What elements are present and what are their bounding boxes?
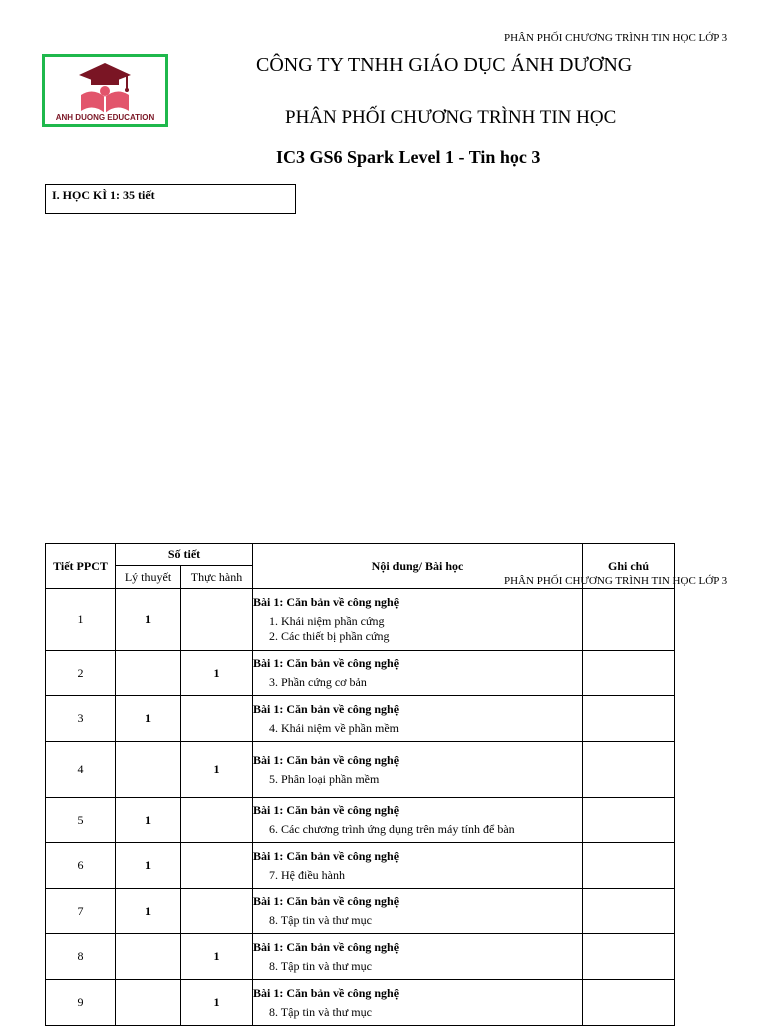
lesson-title: Bài 1: Căn bản về công nghệ [253,894,400,908]
lesson-title: Bài 1: Căn bản về công nghệ [253,656,400,670]
lesson-title: Bài 1: Căn bản về công nghệ [253,848,400,863]
logo-text: ANH DUONG EDUCATION [55,113,155,122]
period-cell: 7 [46,889,116,934]
lesson-item: 7. Hệ điều hành [269,867,345,882]
practice-cell: 1 [181,651,253,696]
table-row [46,798,675,843]
content-cell [253,798,583,843]
lesson-item: 2. Các thiết bị phần cứng [269,629,390,643]
table-row [46,589,675,651]
note-cell [583,589,675,651]
lesson-item: 8. Tập tin và thư mục [269,913,372,927]
lesson-items [253,675,582,690]
lesson-title: Bài 1: Căn bản về công nghệ [253,752,400,767]
period-cell: 6 [46,843,116,889]
note-cell [583,934,675,980]
period-cell: 9 [46,980,116,1026]
practice-cell [181,843,253,889]
lesson-items [253,772,582,787]
graduation-cap-book-icon [75,61,135,117]
running-header: PHÂN PHỐI CHƯƠNG TRÌNH TIN HỌC LỚP 3 [504,32,728,44]
lesson-item: 8. Tập tin và thư mục [269,1004,372,1019]
practice-cell [181,798,253,843]
running-header-repeat: PHÂN PHỐI CHƯƠNG TRÌNH TIN HỌC LỚP 3 [504,575,728,587]
company-name: CÔNG TY TNHH GIÁO DỤC ÁNH DƯƠNG [256,54,633,76]
lesson-title: Bài 1: Căn bản về công nghệ [253,985,400,1000]
header-practice: Thực hành [181,566,253,589]
content-cell [253,651,583,696]
theory-cell: 1 [116,798,181,843]
lesson-title: Bài 1: Căn bản về công nghệ [253,701,400,716]
practice-cell [181,696,253,742]
table-row [46,934,675,980]
practice-cell: 1 [181,934,253,980]
note-cell [583,798,675,843]
lesson-item: 3. Phần cứng cơ bản [269,675,367,689]
table-row [46,889,675,934]
practice-cell: 1 [181,742,253,798]
theory-cell: 1 [116,889,181,934]
lesson-items [253,959,582,974]
lesson-item: 1. Khái niệm phần cứng [269,614,385,628]
table-row [46,843,675,889]
content-cell [253,589,583,651]
content-cell [253,696,583,742]
lesson-items [253,913,582,928]
note-cell [583,742,675,798]
theory-cell [116,742,181,798]
period-cell: 3 [46,696,116,742]
note-cell [583,651,675,696]
header-content: Nội dung/ Bài học [253,544,583,589]
lesson-title: Bài 1: Căn bản về công nghệ [253,803,400,817]
practice-cell [181,589,253,651]
content-cell [253,843,583,889]
table-row [46,651,675,696]
note-cell [583,696,675,742]
theory-cell [116,934,181,980]
header-theory: Lý thuyết [116,566,181,589]
period-cell: 1 [46,589,116,651]
lesson-items [253,614,582,644]
theory-cell [116,980,181,1026]
note-cell [583,980,675,1026]
course-subtitle: IC3 GS6 Spark Level 1 - Tin học 3 [276,147,541,167]
content-cell [253,934,583,980]
lesson-item: 5. Phân loại phần mềm [269,771,380,786]
theory-cell: 1 [116,843,181,889]
theory-cell [116,651,181,696]
period-cell: 2 [46,651,116,696]
note-cell [583,843,675,889]
content-cell [253,980,583,1026]
company-logo [42,54,168,127]
header-period: Tiết PPCT [46,544,116,589]
lesson-title: Bài 1: Căn bản về công nghệ [253,595,400,609]
semester-heading: I. HỌC KÌ 1: 35 tiết [45,184,296,214]
lesson-items [253,868,582,883]
lesson-item: 4. Khái niệm về phần mềm [269,720,399,735]
theory-cell: 1 [116,696,181,742]
period-cell: 8 [46,934,116,980]
table-row [46,980,675,1026]
curriculum-table [45,543,675,1026]
lesson-items [253,1005,582,1020]
lesson-title: Bài 1: Căn bản về công nghệ [253,939,400,954]
table-row [46,696,675,742]
period-cell: 4 [46,742,116,798]
header-count: Số tiết [116,544,253,566]
header-note: Ghi chú [583,544,675,589]
lesson-items [253,822,582,837]
table-row [46,742,675,798]
note-cell [583,889,675,934]
practice-cell: 1 [181,980,253,1026]
theory-cell: 1 [116,589,181,651]
lesson-items [253,721,582,736]
practice-cell [181,889,253,934]
lesson-item: 8. Tập tin và thư mục [269,958,372,973]
document-title: PHÂN PHỐI CHƯƠNG TRÌNH TIN HỌC [285,107,617,128]
period-cell: 5 [46,798,116,843]
lesson-item: 6. Các chương trình ứng dụng trên máy tính để bàn [269,822,515,836]
content-cell [253,889,583,934]
content-cell [253,742,583,798]
